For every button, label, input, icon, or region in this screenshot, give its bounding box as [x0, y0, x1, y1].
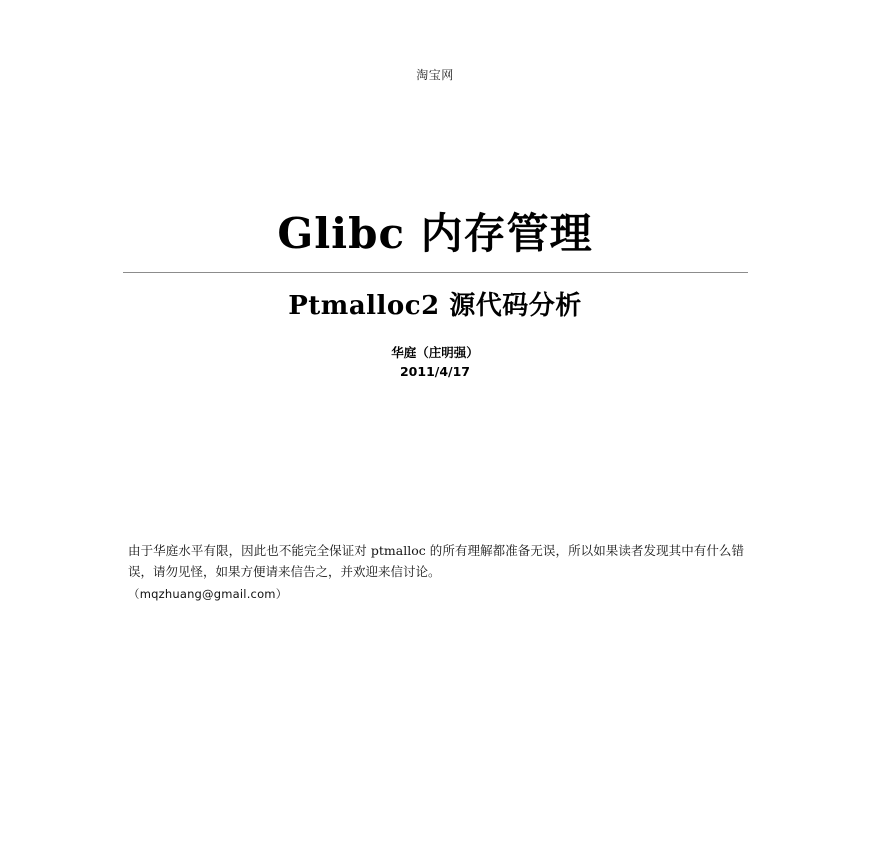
author-block [0, 343, 870, 382]
page-subtitle: Ptmalloc2 源代码分析 [288, 291, 582, 322]
title-divider [123, 272, 748, 273]
contact-email: （mqzhuang@gmail.com） [128, 586, 288, 601]
disclaimer-note [128, 540, 744, 604]
header-watermark: 淘宝网 [416, 68, 454, 82]
document-date: 2011/4/17 [399, 364, 470, 380]
title-block [0, 210, 870, 322]
disclaimer-text: 由于华庭水平有限，因此也不能完全保证对 ptmalloc 的所有理解都准备无误，所以如果读者发现其中有什么错误，请勿见怪，如果方便请来信告之，并欢迎来信讨论。 [128, 543, 744, 580]
author-name: 华庭（庄明强） [391, 345, 479, 360]
page-title: Glibc 内存管理 [277, 209, 593, 258]
